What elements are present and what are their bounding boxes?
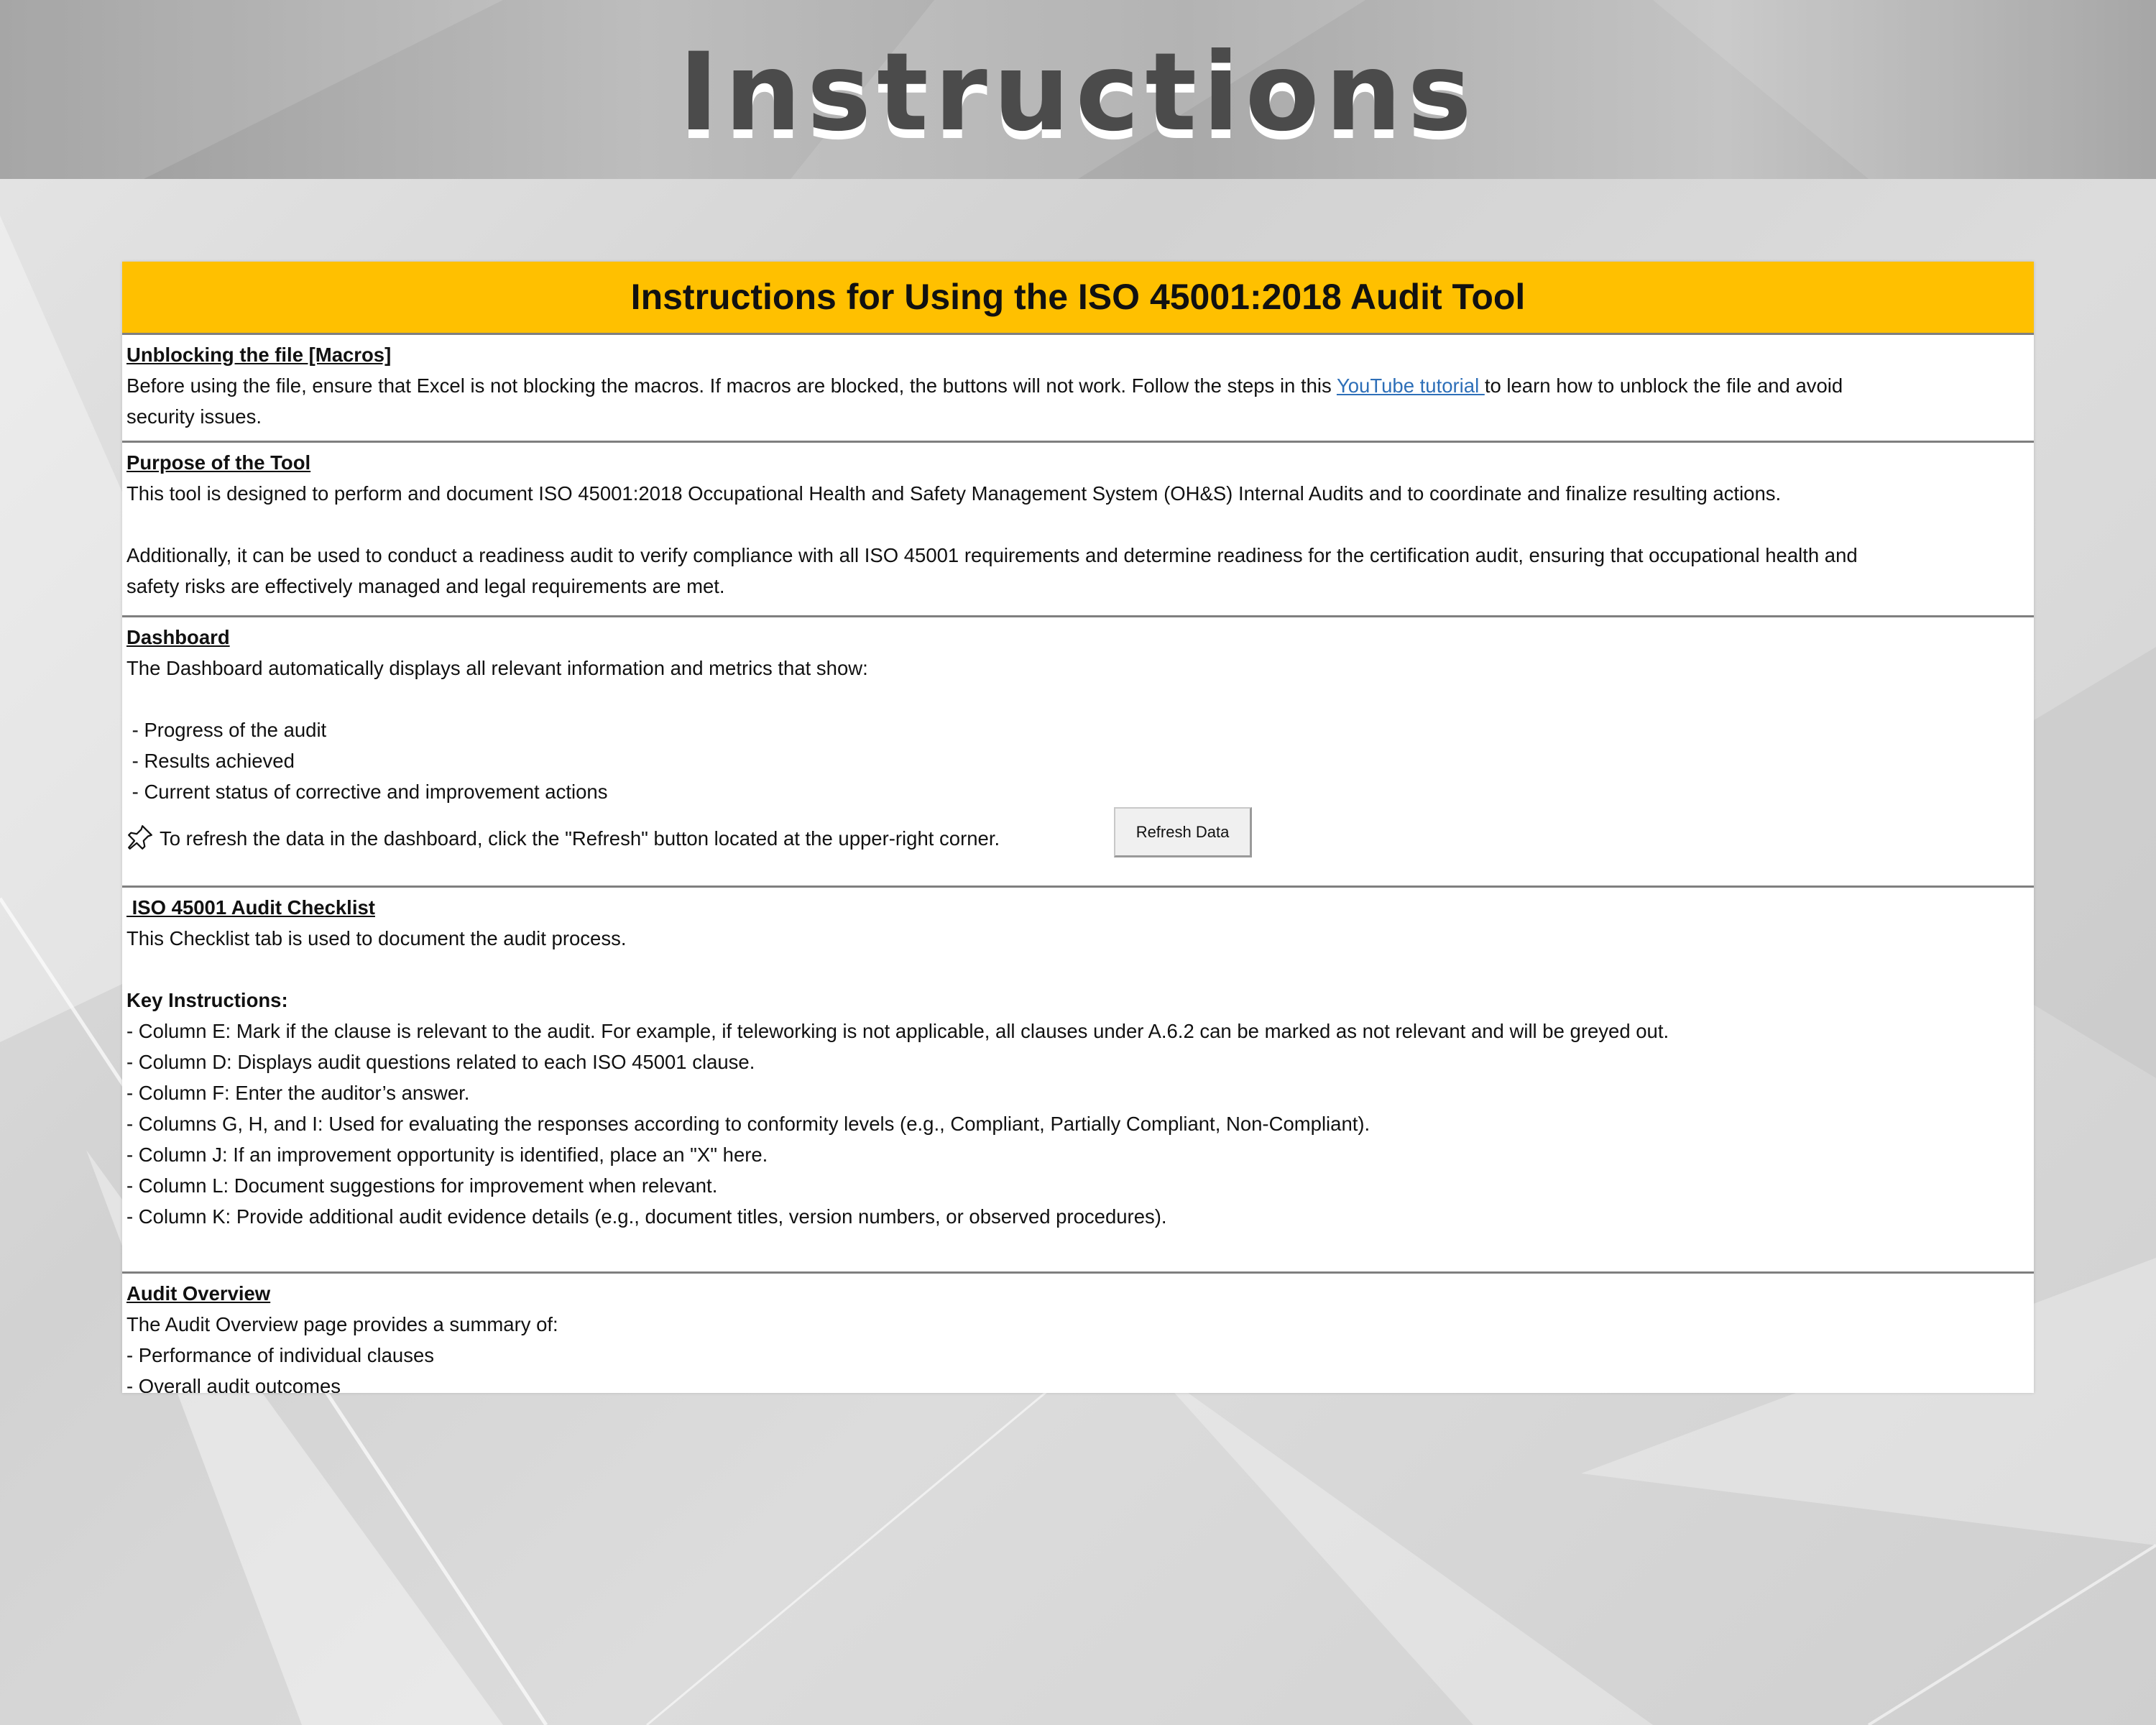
checklist-heading: ISO 45001 Audit Checklist: [126, 896, 375, 919]
unblocking-heading: Unblocking the file [Macros]: [126, 344, 392, 366]
unblocking-text-after: to learn how to unblock the file and avoid: [1484, 374, 1843, 397]
purpose-paragraph-1: This tool is designed to perform and document ISO 45001:2018 Occupational Health and Safety Management System (OH&S) Internal Audits and to coordinate and finalize resulting actions.: [126, 482, 1782, 505]
refresh-data-button[interactable]: Refresh Data: [1114, 807, 1252, 857]
checklist-item: - Column D: Displays audit questions related to each ISO 45001 clause.: [126, 1051, 755, 1073]
instructions-sheet: [122, 262, 2034, 1393]
checklist-item: - Column E: Mark if the clause is relevant to the audit. For example, if teleworking is not applicable, all clauses under A.6.2 can be marked as not relevant and will be greyed out.: [126, 1020, 1669, 1042]
dashboard-item: - Results achieved: [126, 750, 295, 772]
overview-item: - Overall audit outcomes: [126, 1375, 341, 1393]
checklist-item: - Column L: Document suggestions for improvement when relevant.: [126, 1174, 718, 1197]
overview-intro: The Audit Overview page provides a summary of:: [126, 1313, 558, 1335]
purpose-paragraph-2-line1: Additionally, it can be used to conduct a readiness audit to verify compliance with all ISO 45001 requirements and determine readiness for the certification audit, ensuring that occupational health and: [126, 544, 1858, 566]
youtube-tutorial-link[interactable]: YouTube tutorial: [1336, 374, 1485, 397]
unblocking-text-before: Before using the file, ensure that Excel is not blocking the macros. If macros are blocked, the buttons will not work. Follow the steps in this: [126, 374, 1337, 397]
purpose-paragraph-2-line2: safety risks are effectively managed and legal requirements are met.: [126, 575, 725, 597]
section-purpose: [122, 443, 2034, 617]
dashboard-heading: Dashboard: [126, 626, 230, 648]
page-title: Instructions: [678, 30, 1478, 155]
unblocking-text-line2: security issues.: [126, 405, 262, 428]
section-unblocking: [122, 335, 2034, 443]
refresh-instruction: [126, 823, 1000, 854]
dashboard-intro: The Dashboard automatically displays all relevant information and metrics that show:: [126, 657, 868, 679]
section-audit-overview: [122, 1274, 2034, 1393]
purpose-heading: Purpose of the Tool: [126, 451, 311, 474]
dashboard-item: - Current status of corrective and improvement actions: [126, 781, 608, 803]
section-dashboard: [122, 617, 2034, 888]
overview-heading: Audit Overview: [126, 1282, 271, 1305]
banner: [0, 0, 2156, 179]
pushpin-icon: [126, 824, 154, 851]
checklist-intro: This Checklist tab is used to document the audit process.: [126, 927, 627, 949]
refresh-instruction-text: To refresh the data in the dashboard, click the "Refresh" button located at the upper-right corner.: [160, 827, 1000, 850]
refresh-row: [126, 807, 2030, 869]
overview-item: - Performance of individual clauses: [126, 1344, 434, 1366]
checklist-item: - Column F: Enter the auditor’s answer.: [126, 1082, 470, 1104]
key-instructions-heading: Key Instructions:: [126, 989, 288, 1011]
unblocking-text: [126, 370, 2030, 401]
checklist-item: - Column J: If an improvement opportunity is identified, place an "X" here.: [126, 1144, 768, 1166]
dashboard-item: - Progress of the audit: [126, 719, 327, 741]
sheet-header: Instructions for Using the ISO 45001:2018 Audit Tool: [122, 262, 2034, 335]
checklist-item: - Column K: Provide additional audit evidence details (e.g., document titles, version numbers, or observed procedures).: [126, 1205, 1167, 1228]
checklist-item: - Columns G, H, and I: Used for evaluating the responses according to conformity levels (e.g., Compliant, Partially Compliant, Non-Compliant).: [126, 1113, 1370, 1135]
section-checklist: [122, 888, 2034, 1274]
